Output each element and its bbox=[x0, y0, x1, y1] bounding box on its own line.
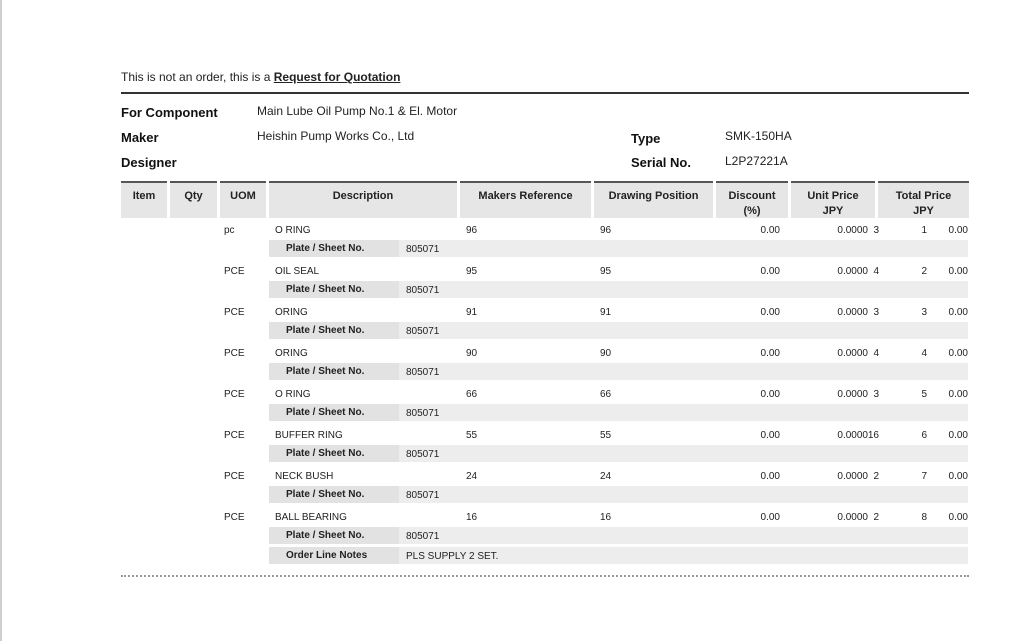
cell-total-price: 0.00 bbox=[948, 471, 968, 482]
cell-description: O RING bbox=[275, 225, 311, 236]
cell-drawing-position: 91 bbox=[600, 307, 612, 318]
table-row bbox=[121, 423, 969, 444]
order-line-notes-label: Order Line Notes bbox=[269, 547, 399, 564]
plate-sheet-label: Plate / Sheet No. bbox=[269, 445, 399, 462]
cell-drawing-position: 95 bbox=[600, 266, 612, 277]
cell-drawing-position: 24 bbox=[600, 471, 612, 482]
cell-description: OIL SEAL bbox=[275, 266, 320, 277]
cell-qty: 4 bbox=[873, 266, 879, 277]
cell-item: 6 bbox=[921, 430, 927, 441]
col-item: Item bbox=[121, 181, 167, 218]
col-total-price-label: Total Price bbox=[895, 190, 952, 202]
plate-sheet-label: Plate / Sheet No. bbox=[269, 363, 399, 380]
cell-makers-reference: 55 bbox=[466, 430, 478, 441]
cell-qty: 3 bbox=[873, 225, 879, 236]
table-row bbox=[121, 259, 969, 280]
cell-total-price: 0.00 bbox=[948, 307, 968, 318]
cell-unit-price: 0.0000 bbox=[837, 348, 868, 359]
cell-drawing-position: 96 bbox=[600, 225, 612, 236]
cell-uom: pc bbox=[224, 225, 235, 236]
cell-makers-reference: 90 bbox=[466, 348, 478, 359]
col-drawing-position: Drawing Position bbox=[594, 181, 713, 218]
plate-sheet-value: 805071 bbox=[406, 326, 440, 337]
rfq-notice bbox=[121, 70, 400, 84]
notice-prefix: This is not an order, this is a bbox=[121, 70, 274, 84]
table-header bbox=[121, 181, 969, 218]
cell-qty: 3 bbox=[873, 389, 879, 400]
cell-total-price: 0.00 bbox=[948, 512, 968, 523]
maker-label: Maker bbox=[121, 130, 159, 145]
col-discount bbox=[716, 181, 788, 218]
cell-description: BALL BEARING bbox=[275, 512, 347, 523]
col-discount-unit: (%) bbox=[743, 205, 761, 217]
plate-sheet-row bbox=[121, 485, 969, 505]
plate-sheet-row bbox=[121, 280, 969, 300]
cell-makers-reference: 91 bbox=[466, 307, 478, 318]
cell-qty: 16 bbox=[867, 430, 879, 441]
cell-drawing-position: 16 bbox=[600, 512, 612, 523]
cell-uom: PCE bbox=[224, 389, 245, 400]
col-qty: Qty bbox=[170, 181, 217, 218]
plate-sheet-label: Plate / Sheet No. bbox=[269, 281, 399, 298]
cell-item: 3 bbox=[921, 307, 927, 318]
type-label: Type bbox=[631, 131, 661, 146]
plate-sheet-row bbox=[121, 362, 969, 382]
cell-unit-price: 0.0000 bbox=[837, 512, 868, 523]
col-total-price-currency: JPY bbox=[913, 205, 934, 217]
cell-unit-price: 0.0000 bbox=[837, 307, 868, 318]
table-row bbox=[121, 300, 969, 321]
cell-item: 2 bbox=[921, 266, 927, 277]
footer-dotted-divider bbox=[121, 575, 969, 577]
cell-qty: 2 bbox=[873, 471, 879, 482]
plate-sheet-label: Plate / Sheet No. bbox=[269, 527, 399, 544]
col-makers-reference: Makers Reference bbox=[460, 181, 591, 218]
cell-makers-reference: 16 bbox=[466, 512, 478, 523]
order-line-notes-row bbox=[121, 546, 969, 566]
cell-discount: 0.00 bbox=[760, 471, 780, 482]
plate-sheet-value: 805071 bbox=[406, 285, 440, 296]
cell-discount: 0.00 bbox=[760, 512, 780, 523]
plate-sheet-row bbox=[121, 526, 969, 546]
cell-item: 5 bbox=[921, 389, 927, 400]
cell-item: 1 bbox=[921, 225, 927, 236]
plate-sheet-value: 805071 bbox=[406, 490, 440, 501]
request-for-quotation-link[interactable]: Request for Quotation bbox=[273, 70, 401, 84]
col-unit-price bbox=[791, 181, 875, 218]
cell-total-price: 0.00 bbox=[948, 266, 968, 277]
plate-sheet-label: Plate / Sheet No. bbox=[269, 404, 399, 421]
cell-uom: PCE bbox=[224, 307, 245, 318]
plate-sheet-value: 805071 bbox=[406, 531, 440, 542]
cell-uom: PCE bbox=[224, 348, 245, 359]
serial-label: Serial No. bbox=[631, 155, 691, 170]
cell-makers-reference: 96 bbox=[466, 225, 478, 236]
cell-drawing-position: 55 bbox=[600, 430, 612, 441]
table-row bbox=[121, 341, 969, 362]
cell-makers-reference: 66 bbox=[466, 389, 478, 400]
cell-description: BUFFER RING bbox=[275, 430, 343, 441]
plate-sheet-label: Plate / Sheet No. bbox=[269, 322, 399, 339]
designer-label: Designer bbox=[121, 155, 177, 170]
cell-uom: PCE bbox=[224, 266, 245, 277]
cell-unit-price: 0.0000 bbox=[837, 471, 868, 482]
cell-makers-reference: 24 bbox=[466, 471, 478, 482]
cell-description: ORING bbox=[275, 307, 308, 318]
col-total-price bbox=[878, 181, 969, 218]
plate-sheet-label: Plate / Sheet No. bbox=[269, 486, 399, 503]
plate-sheet-value: 805071 bbox=[406, 408, 440, 419]
cell-discount: 0.00 bbox=[760, 389, 780, 400]
maker-value: Heishin Pump Works Co., Ltd bbox=[257, 129, 415, 143]
plate-sheet-row bbox=[121, 403, 969, 423]
cell-total-price: 0.00 bbox=[948, 348, 968, 359]
table-row bbox=[121, 218, 969, 239]
col-unit-price-currency: JPY bbox=[822, 205, 844, 217]
cell-drawing-position: 66 bbox=[600, 389, 612, 400]
table-row bbox=[121, 382, 969, 403]
cell-drawing-position: 90 bbox=[600, 348, 612, 359]
plate-sheet-label: Plate / Sheet No. bbox=[269, 240, 399, 257]
cell-item: 7 bbox=[921, 471, 927, 482]
cell-unit-price: 0.0000 bbox=[837, 430, 868, 441]
plate-sheet-row bbox=[121, 444, 969, 464]
plate-sheet-value: 805071 bbox=[406, 244, 440, 255]
cell-unit-price: 0.0000 bbox=[837, 266, 868, 277]
cell-item: 4 bbox=[921, 348, 927, 359]
col-discount-label: Discount bbox=[728, 190, 776, 202]
cell-discount: 0.00 bbox=[760, 430, 780, 441]
cell-discount: 0.00 bbox=[760, 266, 780, 277]
cell-uom: PCE bbox=[224, 512, 245, 523]
cell-discount: 0.00 bbox=[760, 348, 780, 359]
cell-description: NECK BUSH bbox=[275, 471, 334, 482]
table-body bbox=[121, 218, 969, 566]
cell-qty: 2 bbox=[873, 512, 879, 523]
table-row bbox=[121, 464, 969, 485]
col-description: Description bbox=[269, 181, 457, 218]
order-line-notes-value: PLS SUPPLY 2 SET. bbox=[406, 551, 499, 562]
serial-value: L2P27221A bbox=[725, 154, 788, 168]
cell-makers-reference: 95 bbox=[466, 266, 478, 277]
cell-item: 8 bbox=[921, 512, 927, 523]
plate-sheet-value: 805071 bbox=[406, 367, 440, 378]
cell-unit-price: 0.0000 bbox=[837, 225, 868, 236]
plate-sheet-row bbox=[121, 321, 969, 341]
cell-description: O RING bbox=[275, 389, 311, 400]
cell-qty: 3 bbox=[873, 307, 879, 318]
header-divider bbox=[121, 92, 969, 94]
cell-total-price: 0.00 bbox=[948, 225, 968, 236]
page-left-edge bbox=[0, 0, 2, 641]
plate-sheet-value: 805071 bbox=[406, 449, 440, 460]
col-uom: UOM bbox=[220, 181, 266, 218]
plate-sheet-row bbox=[121, 239, 969, 259]
cell-unit-price: 0.0000 bbox=[837, 389, 868, 400]
cell-description: ORING bbox=[275, 348, 308, 359]
cell-discount: 0.00 bbox=[760, 307, 780, 318]
cell-total-price: 0.00 bbox=[948, 389, 968, 400]
cell-discount: 0.00 bbox=[760, 225, 780, 236]
component-value: Main Lube Oil Pump No.1 & El. Motor bbox=[257, 104, 458, 118]
cell-uom: PCE bbox=[224, 471, 245, 482]
col-unit-price-label: Unit Price bbox=[807, 190, 859, 202]
type-value: SMK-150HA bbox=[725, 129, 792, 143]
cell-total-price: 0.00 bbox=[948, 430, 968, 441]
quotation-table bbox=[121, 181, 969, 566]
cell-qty: 4 bbox=[873, 348, 879, 359]
component-label: For Component bbox=[121, 105, 218, 120]
cell-uom: PCE bbox=[224, 430, 245, 441]
table-row bbox=[121, 505, 969, 526]
